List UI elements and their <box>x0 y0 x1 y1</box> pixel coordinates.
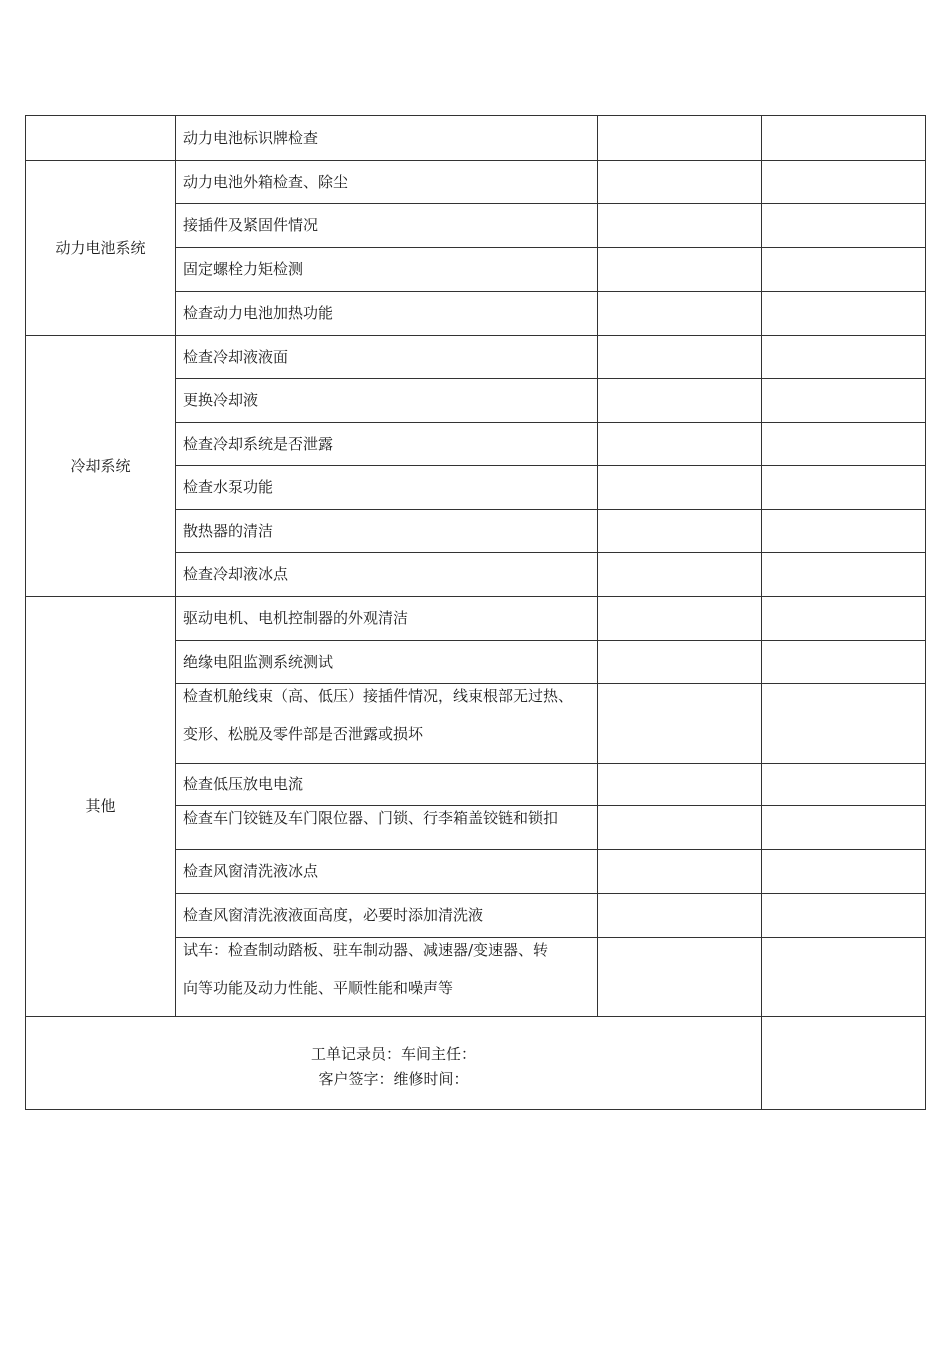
result-cell[interactable] <box>598 379 762 423</box>
item-cell: 驱动电机、电机控制器的外观清洁 <box>176 597 598 641</box>
signature-line-recorder: 工单记录员：车间主任： <box>310 1045 476 1063</box>
item-cell: 动力电池标识牌检查 <box>176 116 598 161</box>
item-cell: 检查动力电池加热功能 <box>176 292 598 336</box>
remark-cell[interactable] <box>762 597 926 641</box>
item-line: 试车：检查制动踏板、驻车制动器、减速器/变速器、转 <box>183 941 549 959</box>
result-cell[interactable] <box>598 806 762 850</box>
result-cell[interactable] <box>598 641 762 684</box>
remark-cell[interactable] <box>762 336 926 379</box>
result-cell[interactable] <box>598 894 762 938</box>
item-cell: 动力电池外箱检查、除尘 <box>176 161 598 204</box>
result-cell[interactable] <box>598 423 762 466</box>
table-row <box>26 116 926 161</box>
signature-row <box>26 1017 926 1110</box>
maintenance-checklist-table <box>25 115 926 1110</box>
remark-cell[interactable] <box>762 684 926 764</box>
remark-cell[interactable] <box>762 806 926 850</box>
remark-cell[interactable] <box>762 938 926 1017</box>
remark-cell[interactable] <box>762 466 926 510</box>
remark-cell[interactable] <box>762 423 926 466</box>
signature-line-customer: 客户签字：维修时间： <box>318 1070 469 1088</box>
item-cell: 检查风窗清洗液冰点 <box>176 850 598 894</box>
remark-cell[interactable] <box>762 553 926 597</box>
category-other: 其他 <box>26 597 176 1017</box>
category-cooling-system: 冷却系统 <box>26 336 176 597</box>
remark-cell[interactable] <box>762 116 926 161</box>
item-cell-multiline <box>176 684 598 764</box>
result-cell[interactable] <box>598 510 762 553</box>
item-cell: 检查冷却液冰点 <box>176 553 598 597</box>
result-cell[interactable] <box>598 850 762 894</box>
item-cell: 检查风窗清洗液液面高度，必要时添加清洗液 <box>176 894 598 938</box>
item-cell: 接插件及紧固件情况 <box>176 204 598 248</box>
table-row <box>26 597 926 641</box>
item-cell: 绝缘电阻监测系统测试 <box>176 641 598 684</box>
result-cell[interactable] <box>598 684 762 764</box>
result-cell[interactable] <box>598 336 762 379</box>
result-cell[interactable] <box>598 938 762 1017</box>
remark-cell[interactable] <box>762 510 926 553</box>
signature-cell <box>26 1017 762 1110</box>
remark-cell[interactable] <box>762 764 926 806</box>
item-cell-multiline <box>176 938 598 1017</box>
item-cell: 散热器的清洁 <box>176 510 598 553</box>
item-line: 检查机舱线束（高、低压）接插件情况，线束根部无过热、 <box>183 687 574 705</box>
remark-cell[interactable] <box>762 894 926 938</box>
item-cell: 检查低压放电电流 <box>176 764 598 806</box>
remark-cell[interactable] <box>762 850 926 894</box>
signature-remark-cell[interactable] <box>762 1017 926 1110</box>
item-line: 变形、松脱及零件部是否泄露或损坏 <box>183 725 424 743</box>
table-row <box>26 336 926 379</box>
category-cell-empty <box>26 116 176 161</box>
result-cell[interactable] <box>598 204 762 248</box>
remark-cell[interactable] <box>762 379 926 423</box>
table-row <box>26 161 926 204</box>
remark-cell[interactable] <box>762 204 926 248</box>
item-cell: 检查水泵功能 <box>176 466 598 510</box>
category-battery-system: 动力电池系统 <box>26 161 176 336</box>
result-cell[interactable] <box>598 248 762 292</box>
result-cell[interactable] <box>598 292 762 336</box>
remark-cell[interactable] <box>762 641 926 684</box>
result-cell[interactable] <box>598 553 762 597</box>
remark-cell[interactable] <box>762 161 926 204</box>
result-cell[interactable] <box>598 597 762 641</box>
remark-cell[interactable] <box>762 292 926 336</box>
item-cell: 更换冷却液 <box>176 379 598 423</box>
result-cell[interactable] <box>598 161 762 204</box>
remark-cell[interactable] <box>762 248 926 292</box>
result-cell[interactable] <box>598 764 762 806</box>
item-cell: 检查车门铰链及车门限位器、门锁、行李箱盖铰链和锁扣 <box>176 806 598 850</box>
item-line: 向等功能及动力性能、平顺性能和噪声等 <box>183 979 454 997</box>
item-cell: 检查冷却系统是否泄露 <box>176 423 598 466</box>
item-cell: 固定螺栓力矩检测 <box>176 248 598 292</box>
result-cell[interactable] <box>598 466 762 510</box>
item-cell: 检查冷却液液面 <box>176 336 598 379</box>
result-cell[interactable] <box>598 116 762 161</box>
